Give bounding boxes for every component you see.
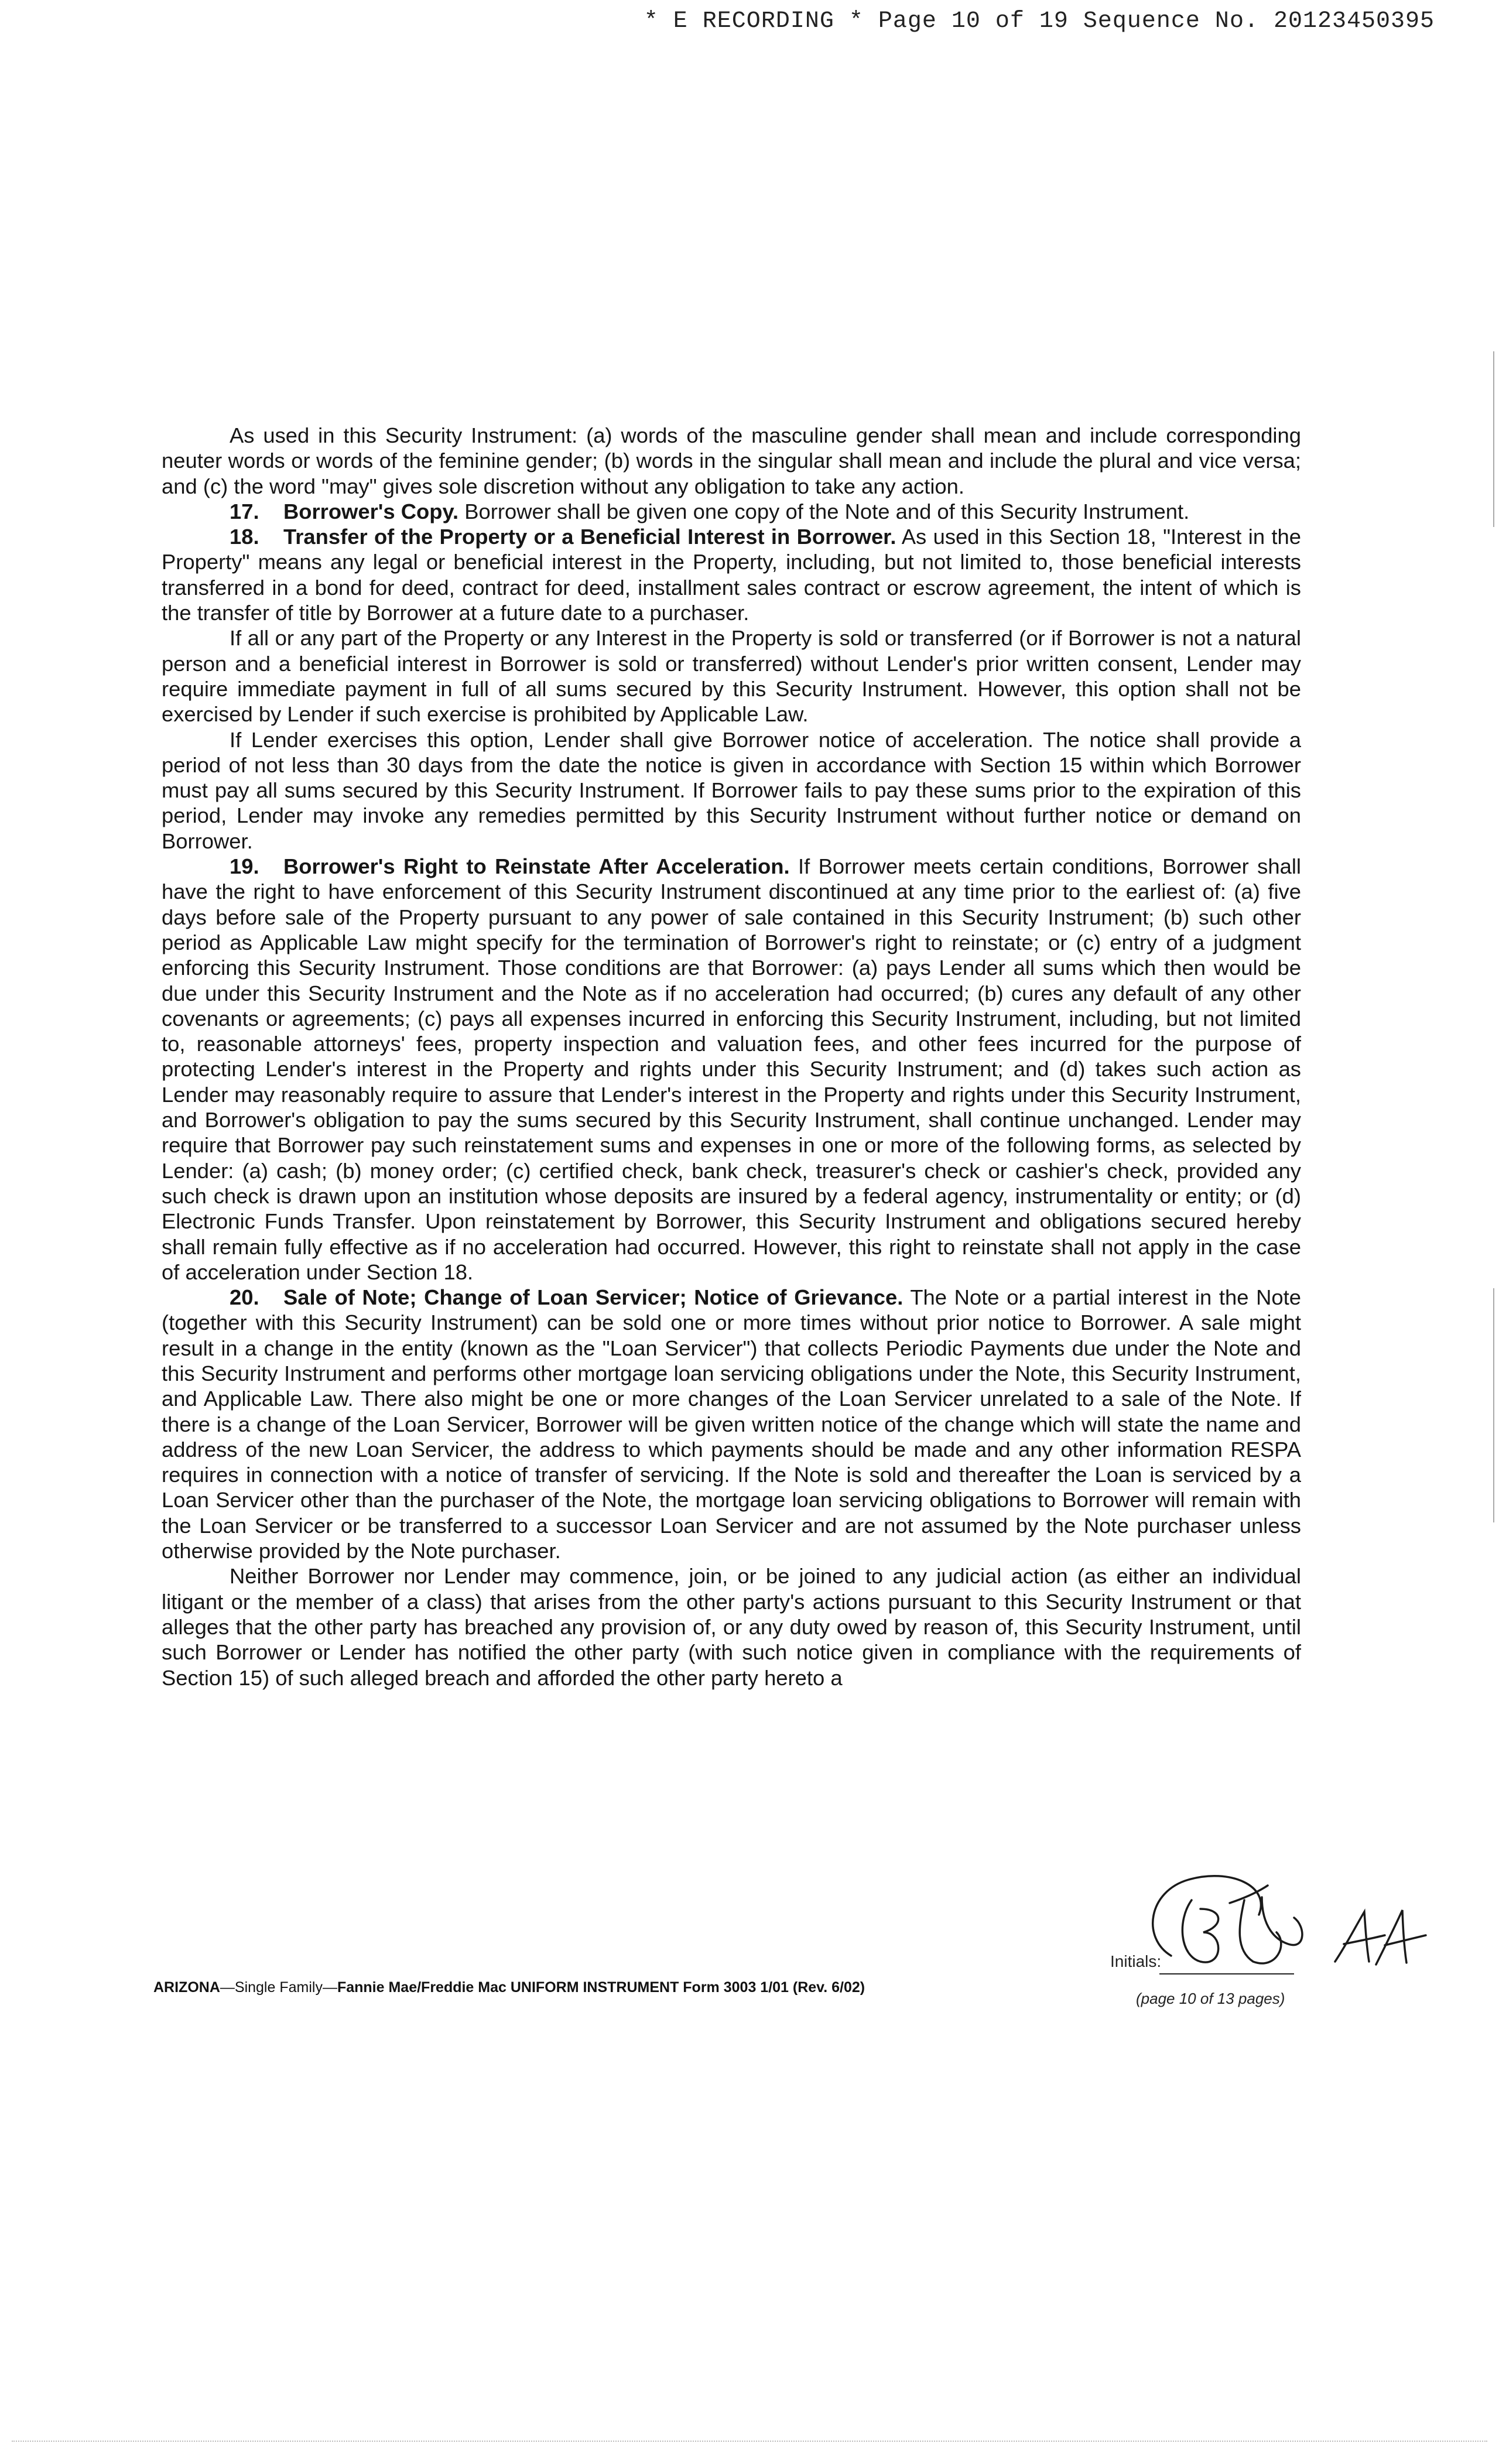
co-borrower-initials-signature (1329, 1903, 1429, 1973)
section-18-text: As used in this Section 18, "Interest in the Property" means any legal or beneficial interest in the Property, including, but not limited to, those beneficial interests transferred in a bond for deed, contract for deed, installment sales contract or escrow agreement, the intent of which is the transfer of title by Borrower at a future date to a purchaser. (162, 525, 1301, 625)
section-18-paragraph-3: If Lender exercises this option, Lender shall give Borrower notice of acceleration. The notice shall provide a period of not less than 30 days from the date the notice is given in accordance with Section 15 within which Borrower must pay all sums secured by this Security Instrument. If Borrower fails to pay these sums prior to the expiration of this period, Lender may invoke any remedies permitted by this Security Instrument without further notice or demand on Borrower. (162, 727, 1301, 853)
recording-header: * E RECORDING * Page 10 of 19 Sequence No. 20123450395 (644, 8, 1435, 35)
section-20-title: Sale of Note; Change of Loan Servicer; Notice of Grievance. (283, 1285, 903, 1310)
section-17-title: Borrower's Copy. (283, 499, 459, 523)
section-18-paragraph-2: If all or any part of the Property or any Interest in the Property is sold or transferred (or if Borrower is not a natural person and a beneficial interest in Borrower is sold or transferred) without Lender's prior written consent, Lender may require immediate payment in full of all sums secured by this Security Instrument. However, this option shall not be exercised by Lender if such exercise is prohibited by Applicable Law. (162, 626, 1301, 727)
footer-form-name: Fannie Mae/Freddie Mac UNIFORM INSTRUMENT Form 3003 1/01 (Rev. 6/02) (337, 1979, 865, 1996)
section-17-number: 17. (230, 499, 259, 523)
scan-edge-mark (1493, 1288, 1494, 1522)
section-17-text: Borrower shall be given one copy of the Note and of this Security Instrument. (458, 499, 1190, 523)
section-20-number: 20. (230, 1285, 259, 1310)
footer-form-desc: —Single Family— (220, 1979, 337, 1996)
section-18 (162, 524, 1301, 625)
section-20-paragraph-2: Neither Borrower nor Lender may commence, join, or be joined to any judicial action (as either an individual litigant or the member of a class) that arises from the other party's actions pursuant to this Security Instrument or that alleges that the other party has breached any provision of, or any duty owed by reason of, this Security Instrument, until such Borrower or Lender has notified the other party (with such notice given in compliance with the requirements of Section 15) of such alleged breach and afforded the other party hereto a (162, 1564, 1301, 1690)
section-20 (162, 1285, 1301, 1563)
section-18-number: 18. (230, 525, 259, 549)
section-19-title: Borrower's Right to Reinstate After Acceleration. (283, 854, 790, 879)
section-18-title: Transfer of the Property or a Beneficial Interest in Borrower. (283, 525, 896, 549)
initials-label: Initials: (1110, 1952, 1162, 1970)
definitions-paragraph: As used in this Security Instrument: (a) words of the masculine gender shall mean and include corresponding neuter words or words of the feminine gender; (b) words in the singular shall mean and include the plural and vice versa; and (c) the word "may" gives sole discretion without any obligation to take any action. (162, 423, 1301, 498)
footer-state: ARIZONA (153, 1979, 220, 1996)
section-19-text: If Borrower meets certain conditions, Borrower shall have the right to have enforcement of this Security Instrument discontinued at any time prior to the earliest of: (a) five days before sale of the Property pursuant to any power of sale contained in this Security Instrument; (b) such other period as Applicable Law might specify for the termination of Borrower's right to reinstate; or (c) entry of a judgment enforcing this Security Instrument. Those conditions are that Borrower: (a) pays Lender all sums which then would be due under this Security Instrument and the Note as if no acceleration had occurred; (b) cures any default of any other covenants or agreements; (c) pays all expenses incurred in enforcing this Security Instrument, including, but not limited to, reasonable attorneys' fees, property inspection and valuation fees, and other fees incurred for the purpose of protecting Lender's interest in the Property and rights under this Security Instrument; and (d) takes such action as Lender may reasonably require to assure that Lender's interest in the Property and rights under this Security Instrument, and Borrower's obligation to pay the sums secured by this Security Instrument, shall continue unchanged. Lender may require that Borrower pay such reinstatement sums and expenses in one or more of the following forms, as selected by Lender: (a) cash; (b) money order; (c) certified check, bank check, treasurer's check or cashier's check, provided any such check is drawn upon an institution whose deposits are insured by a federal agency, instrumentality or entity; or (d) Electronic Funds Transfer. Upon reinstatement by Borrower, this Security Instrument and obligations secured hereby shall remain fully effective as if no acceleration had occurred. However, this right to reinstate shall not apply in the case of acceleration under Section 18. (162, 854, 1301, 1284)
section-19 (162, 854, 1301, 1285)
scan-edge-mark (1493, 351, 1494, 527)
section-17 (162, 499, 1301, 524)
form-footer (153, 1979, 865, 1996)
borrower-initials-signature (1136, 1868, 1312, 1985)
document-body (162, 423, 1301, 1690)
scan-edge-noise (12, 2441, 1487, 2445)
section-19-number: 19. (230, 854, 259, 879)
page-count: (page 10 of 13 pages) (1136, 1990, 1285, 2007)
section-20-text: The Note or a partial interest in the Note (together with this Security Instrument) can be sold one or more times without prior notice to Borrower. A sale might result in a change in the entity (known as the "Loan Servicer") that collects Periodic Payments due under the Note and this Security Instrument and performs other mortgage loan servicing obligations under the Note, this Security Instrument, and Applicable Law. There also might be one or more changes of the Loan Servicer unrelated to a sale of the Note. If there is a change of the Loan Servicer, Borrower will be given written notice of the change which will state the name and address of the new Loan Servicer, the address to which payments should be made and any other information RESPA requires in connection with a notice of transfer of servicing. If the Note is sold and thereafter the Loan is serviced by a Loan Servicer other than the purchaser of the Note, the mortgage loan servicing obligations to Borrower will remain with the Loan Servicer or be transferred to a successor Loan Servicer and are not assumed by the Note purchaser unless otherwise provided by the Note purchaser. (162, 1285, 1301, 1563)
